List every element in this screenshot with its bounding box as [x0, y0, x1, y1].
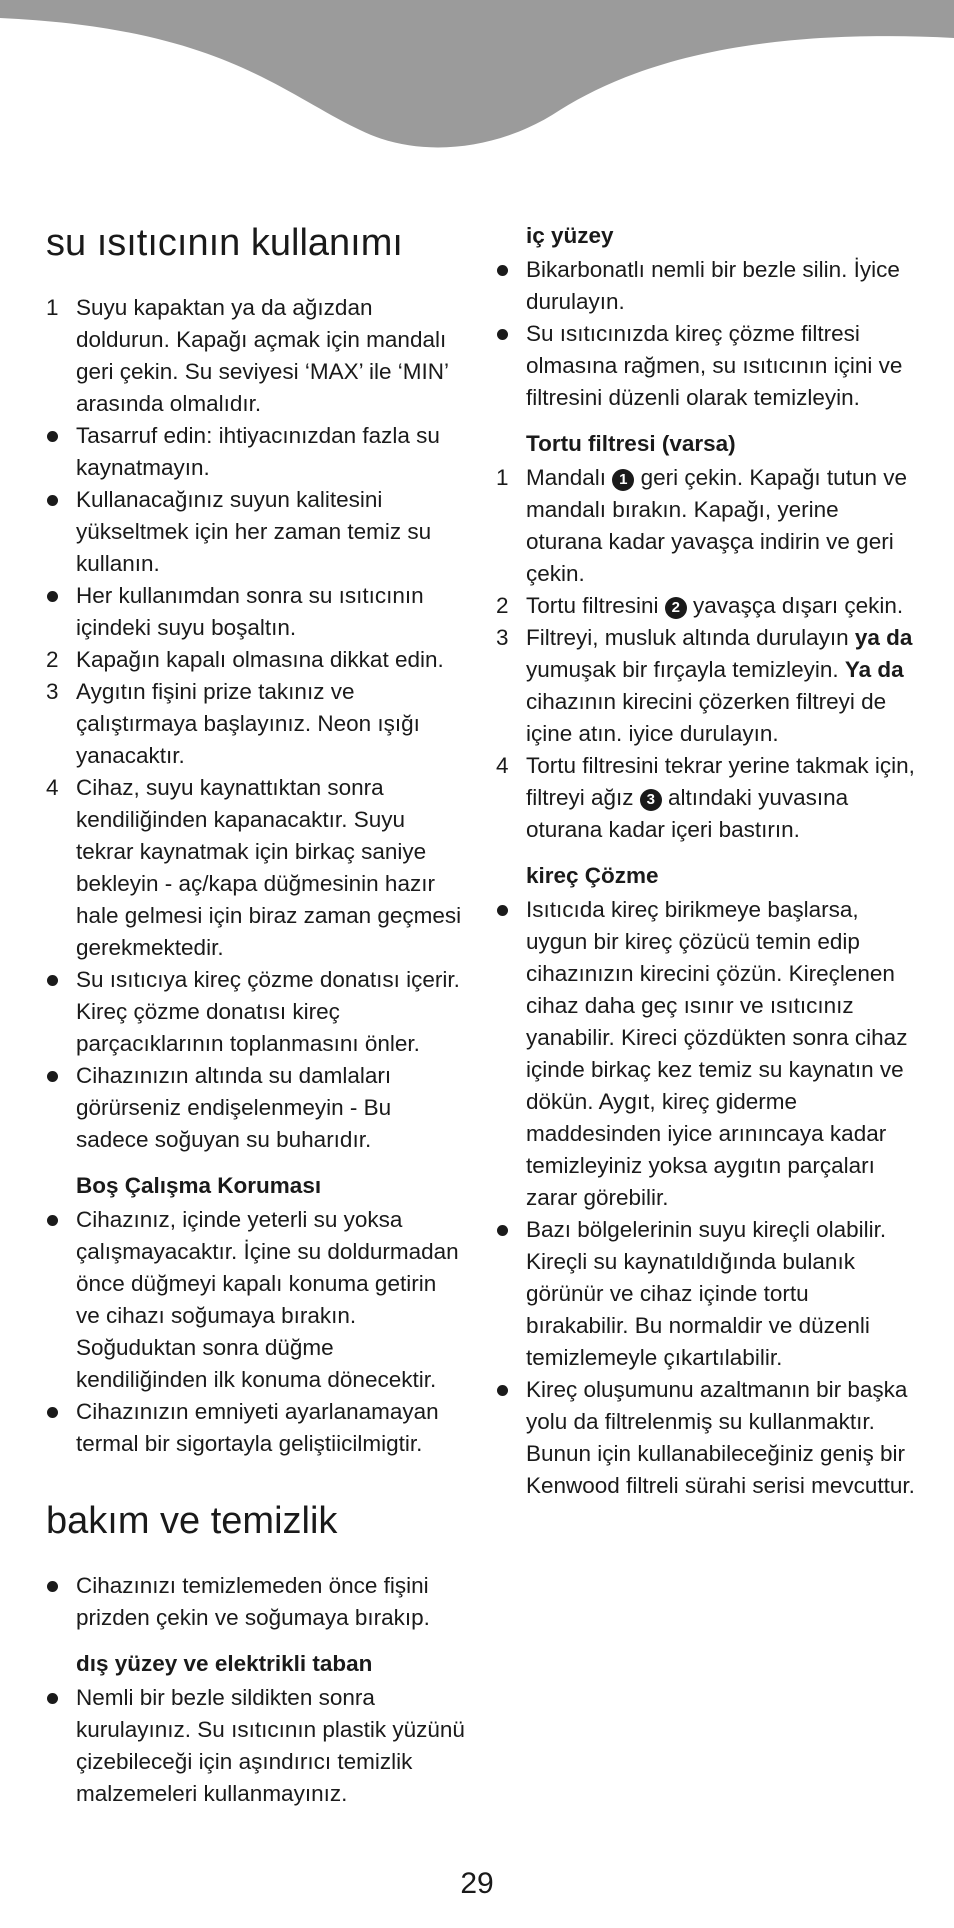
item-text: Aygıtın fişini prize takınız ve çalıştırmaya başlayınız. Neon ışığı yanacaktır. [76, 679, 420, 768]
list-item [496, 1214, 916, 1374]
list-item [46, 1204, 466, 1396]
item-number: 4 [496, 753, 509, 778]
header-wave-decoration [0, 0, 954, 160]
subheading-descaling: kireç Çözme [526, 863, 659, 888]
item-text: Bikarbonatlı nemli bir bezle silin. İyice durulayın. [526, 257, 900, 314]
item-text: Bazı bölgelerinin suyu kireçli olabilir. Kireçli su kaynatıldığında bulanık görünür ve cihaz içinde tortu bırakabilir. Bu normaldir ve düzenli temizlemeyle çıkartılabilir. [526, 1217, 887, 1370]
item-number: 4 [46, 775, 59, 800]
item-text: Her kullanımdan sonra su ısıtıcının içindeki suyu boşaltın. [76, 583, 424, 640]
list-item [496, 1374, 916, 1502]
item-number: 2 [46, 647, 59, 672]
section-title-usage: su ısıtıcının kullanımı [46, 222, 403, 264]
list-item [496, 254, 916, 318]
item-text: Mandalı [526, 465, 613, 490]
bullet-icon [497, 905, 508, 916]
item-text: cihazının kirecini çözerken filtreyi de içine atın. iyice durulayın. [526, 689, 887, 746]
list-item [46, 580, 466, 644]
list-item [46, 772, 466, 964]
bullet-icon [497, 329, 508, 340]
item-number: 2 [496, 593, 509, 618]
left-column [46, 220, 466, 1810]
item-text: Su ısıtıcıya kireç çözme donatısı içerir. Kireç çözme donatısı kireç parçacıklarının toplanmasını önler. [76, 967, 460, 1056]
bullet-icon [497, 1225, 508, 1236]
subheading-dry-protection: Boş Çalışma Koruması [76, 1173, 322, 1198]
bullet-icon [47, 1215, 58, 1226]
list-item [496, 462, 916, 590]
emphasis-text: Ya da [844, 657, 904, 682]
item-number: 3 [496, 625, 509, 650]
list-item [496, 590, 916, 622]
item-text: Tasarruf edin: ihtiyacınızdan fazla su kaynatmayın. [76, 423, 440, 480]
item-text: Cihazınız, içinde yeterli su yoksa çalışmayacaktır. İçine su doldurmadan önce düğmeyi kapalı konuma getirin ve cihazı soğumaya bırakın. Soğuduktan sonra düğme kendiliğinden ilk konuma dönecektir. [76, 1207, 459, 1392]
bullet-icon [47, 431, 58, 442]
bullet-icon [47, 975, 58, 986]
bullet-icon [497, 1385, 508, 1396]
list-item [46, 1682, 466, 1810]
item-text: altındaki yuvasına oturana kadar içeri bastırın. [526, 785, 849, 842]
item-text: Cihazınızı temizlemeden önce fişini prizden çekin ve soğumaya bırakıp. [76, 1573, 430, 1630]
callout-number-badge: 1 [612, 469, 634, 491]
usage-list [46, 292, 466, 1156]
list-item [496, 894, 916, 1214]
item-text: Cihazınızın emniyeti ayarlanamayan termal bir sigortayla geliştiicilmigtir. [76, 1399, 439, 1456]
item-text: Nemli bir bezle sildikten sonra kurulayınız. Su ısıtıcının plastik yüzünü çizebileceği için aşındırıcı temizlik malzemeleri kullanmayınız. [76, 1685, 465, 1806]
item-text: Tortu filtresini [526, 593, 665, 618]
item-text: Cihaz, suyu kaynattıktan sonra kendiliğinden kapanacaktır. Suyu tekrar kaynatmak için birkaç saniye bekleyin - aç/kapa düğmesinin hazır hale gelmesi için biraz zaman geçmesi gerekmektedir. [76, 775, 462, 960]
bullet-icon [47, 1407, 58, 1418]
item-text: Tortu filtresini tekrar yerine takmak için, filtreyi ağız [526, 753, 915, 810]
list-item [46, 420, 466, 484]
item-text: Suyu kapaktan ya da ağızdan doldurun. Kapağı açmak için mandalı geri çekin. Su seviyesi ‘MAX’ ile ‘MIN’ arasında olmalıdır. [76, 295, 449, 416]
item-text: Kapağın kapalı olmasına dikkat edin. [76, 647, 444, 672]
list-item [496, 318, 916, 414]
list-item [496, 750, 916, 846]
bullet-icon [47, 591, 58, 602]
callout-number-badge: 2 [665, 597, 687, 619]
item-number: 3 [46, 679, 59, 704]
list-item [46, 1396, 466, 1460]
bullet-icon [47, 1071, 58, 1082]
list-item [46, 484, 466, 580]
list-item [46, 964, 466, 1060]
list-item [46, 292, 466, 420]
item-text: yavaşça dışarı çekin. [686, 593, 904, 618]
list-item [46, 676, 466, 772]
bullet-icon [47, 1693, 58, 1704]
subheading-scale-filter: Tortu filtresi (varsa) [526, 431, 736, 456]
subheading-interior: iç yüzey [526, 223, 614, 248]
emphasis-text: ya da [854, 625, 913, 650]
page-number: 29 [460, 1867, 494, 1900]
subheading-exterior: dış yüzey ve elektrikli taban [76, 1651, 373, 1676]
callout-number-badge: 3 [640, 789, 662, 811]
item-text: yumuşak bir fırçayla temizleyin. [526, 657, 845, 682]
item-text: Kireç oluşumunu azaltmanın bir başka yolu da filtrelenmiş su kullanmaktır. Bunun için kullanabileceğiniz geniş bir Kenwood filtreli sürahi serisi mevcuttur. [526, 1377, 915, 1498]
bullet-icon [47, 1581, 58, 1592]
item-text: geri çekin. Kapağı tutun ve mandalı bırakın. Kapağı, yerine oturana kadar yavaşça indirin ve geri çekin. [526, 465, 907, 586]
item-text: Isıtıcıda kireç birikmeye başlarsa, uygun bir kireç çözücü temin edip cihazınızın kirecini çözün. Kireçlenen cihaz daha geç ısınır ve ısıtıcınız yanabilir. Kireci çözdükten sonra cihaz içinde birkaç kez temiz su kaynatın ve dökün. Aygıt, kireç giderme maddesinden iyice arınıncaya kadar temizleyiniz yoksa aygıtın parçaları zarar görebilir. [526, 897, 908, 1210]
list-item [46, 644, 466, 676]
right-column [496, 220, 916, 1502]
item-number: 1 [496, 465, 509, 490]
item-text: Su ısıtıcınızda kireç çözme filtresi olmasına rağmen, su ısıtıcının içini ve filtresini düzenli olarak temizleyin. [526, 321, 903, 410]
list-item [496, 622, 916, 750]
list-item [46, 1060, 466, 1156]
section-title-care: bakım ve temizlik [46, 1500, 338, 1542]
bullet-icon [47, 495, 58, 506]
list-item [46, 1570, 466, 1634]
item-text: Filtreyi, musluk altında durulayın [526, 625, 855, 650]
item-text: Cihazınızın altında su damlaları görürseniz endişelenmeyin - Bu sadece soğuyan su buharıdır. [76, 1063, 392, 1152]
item-number: 1 [46, 295, 59, 320]
bullet-icon [497, 265, 508, 276]
item-text: Kullanacağınız suyun kalitesini yükseltmek için her zaman temiz su kullanın. [76, 487, 432, 576]
